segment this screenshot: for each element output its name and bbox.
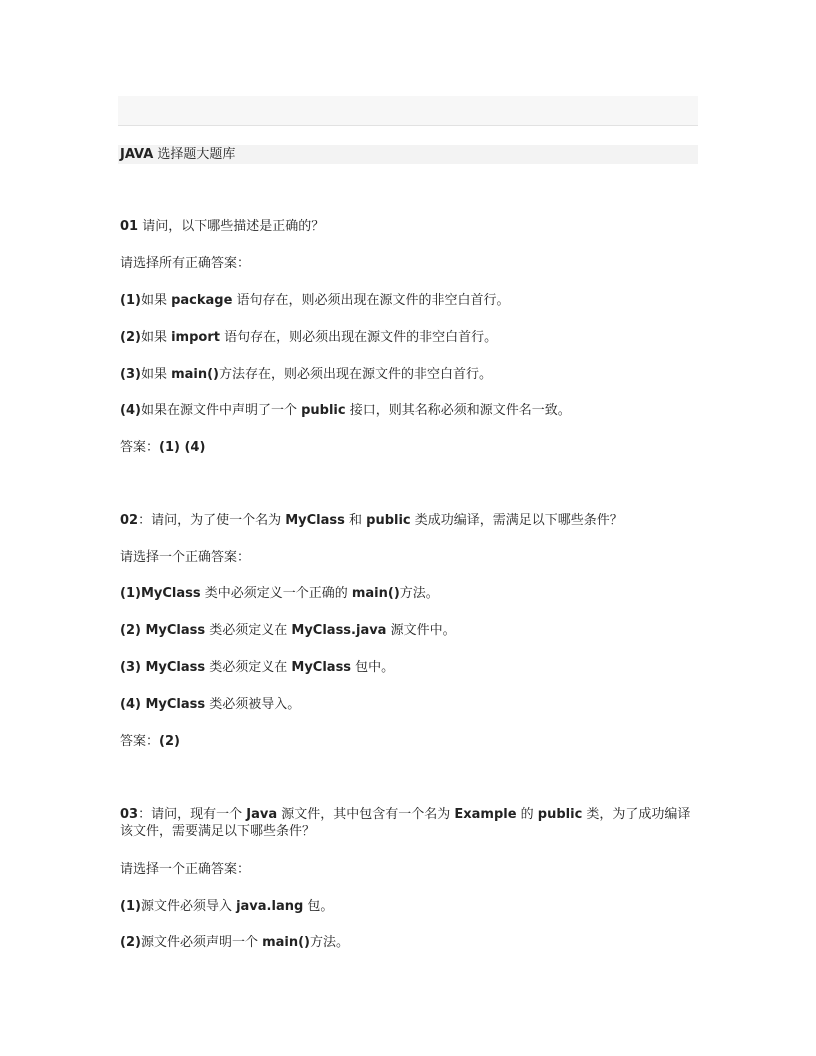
question-02-option-3: (3) MyClass 类必须定义在 MyClass 包中。 xyxy=(120,660,395,675)
question-02-option-1: (1)MyClass 类中必须定义一个正确的 main()方法。 xyxy=(120,586,439,601)
question-02-option-4: (4) MyClass 类必须被导入。 xyxy=(120,697,301,712)
question-01-instruction: 请选择所有正确答案： xyxy=(120,256,251,271)
question-02-instruction: 请选择一个正确答案： xyxy=(120,550,251,565)
question-02-stem: 02：请问，为了使一个名为 MyClass 和 public 类成功编译，需满足以下哪些条件？ xyxy=(120,513,623,528)
question-02-answer: 答案：(2) xyxy=(120,734,180,749)
header-band xyxy=(118,96,698,126)
question-01-option-2: (2)如果 import 语句存在，则必须出现在源文件的非空白首行。 xyxy=(120,330,498,345)
question-03-stem: 03：请问，现有一个 Java 源文件，其中包含有一个名为 Example 的 public 类，为了成功编译该文件，需要满足以下哪些条件？ xyxy=(120,807,691,839)
question-01-option-3: (3)如果 main()方法存在，则必须出现在源文件的非空白首行。 xyxy=(120,367,493,382)
question-01-answer: 答案：(1) (4) xyxy=(120,440,206,455)
question-03-instruction: 请选择一个正确答案： xyxy=(120,862,251,877)
question-01-option-4: (4)如果在源文件中声明了一个 public 接口，则其名称必须和源文件名一致。 xyxy=(120,403,571,418)
question-02-option-2: (2) MyClass 类必须定义在 MyClass.java 源文件中。 xyxy=(120,623,456,638)
question-01-option-1: (1)如果 package 语句存在，则必须出现在源文件的非空白首行。 xyxy=(120,293,510,308)
document-title: JAVA 选择题大题库 xyxy=(120,147,236,162)
question-01-stem: 01 请问，以下哪些描述是正确的？ xyxy=(120,219,325,234)
question-03-option-2: (2)源文件必须声明一个 main()方法。 xyxy=(120,935,350,950)
question-03-option-1: (1)源文件必须导入 java.lang 包。 xyxy=(120,899,334,914)
